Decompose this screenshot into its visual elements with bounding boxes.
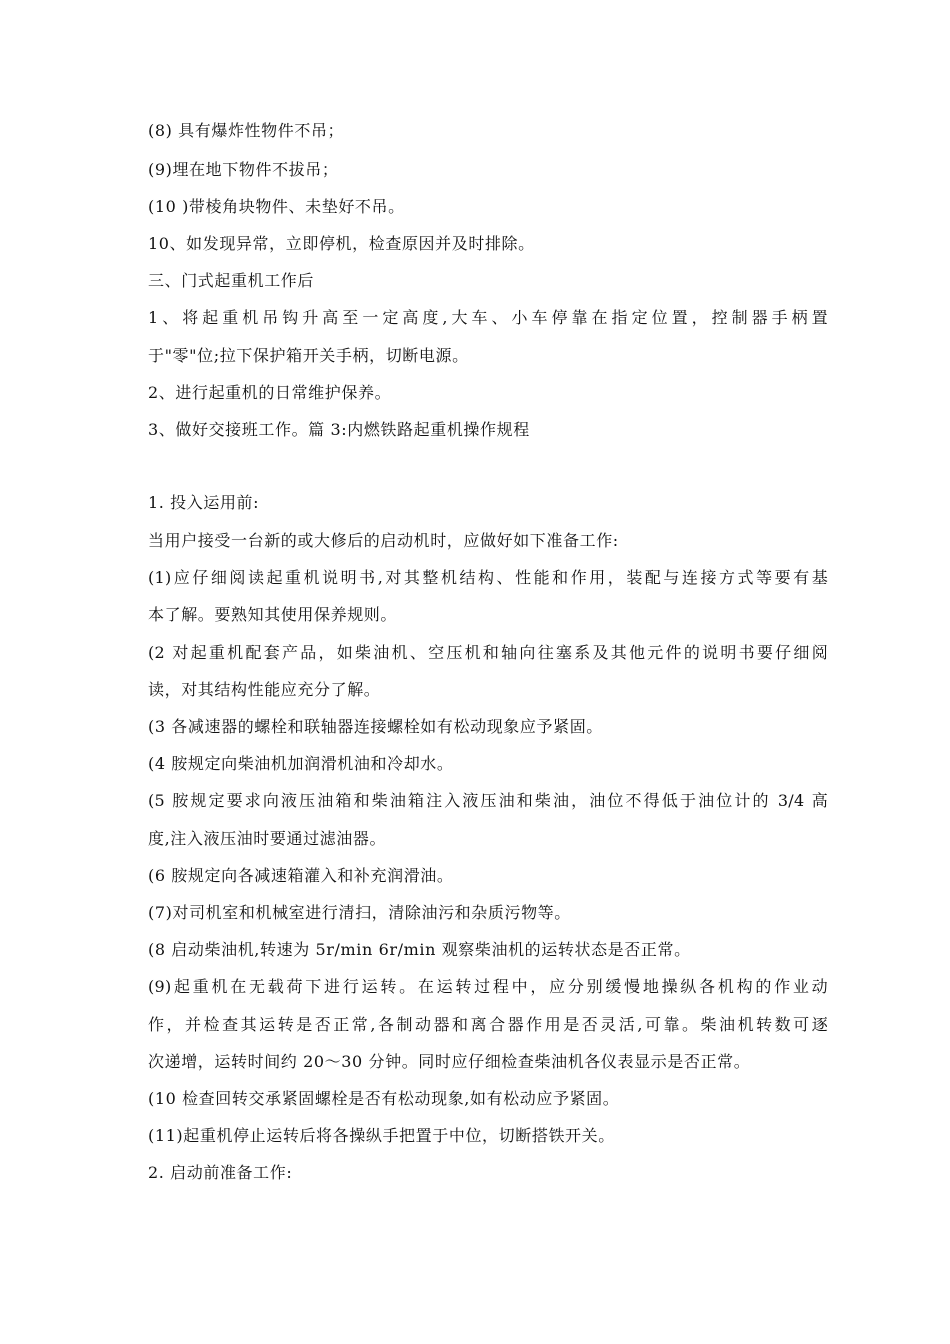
text-line: (7)对司机室和机械室进行清扫，清除油污和杂质污物等。 — [148, 903, 571, 922]
text-line: (9)起重机在无载荷下进行运转。在运转过程中，应分别缓慢地操纵各机构的作业动 — [148, 977, 828, 996]
section-heading: 2. 启动前准备工作: — [148, 1163, 293, 1182]
text-line: (2 对起重机配套产品，如柴油机、空压机和轴向往塞系及其他元件的说明书要仔细阅 — [148, 643, 828, 662]
section-heading: 三、门式起重机工作后 — [148, 271, 315, 290]
text-line: (11)起重机停止运转后将各操纵手把置于中位，切断搭铁开关。 — [148, 1126, 615, 1145]
text-line: 2、进行起重机的日常维护保养。 — [148, 383, 392, 402]
text-line: 于"零"位;拉下保护箱开关手柄，切断电源。 — [148, 346, 469, 365]
text-line: 10、如发现异常，立即停机，检查原因并及时排除。 — [148, 234, 535, 253]
text-line: (6 胺规定向各减速箱灌入和补充润滑油。 — [148, 866, 454, 885]
text-line: (9)埋在地下物件不拔吊； — [148, 160, 339, 179]
text-line: 作，并检查其运转是否正常,各制动器和离合器作用是否灵活,可靠。柴油机转数可逐 — [148, 1015, 828, 1034]
text-line: (8) 具有爆炸性物件不吊； — [148, 121, 345, 140]
text-line: (5 胺规定要求向液压油箱和柴油箱注入液压油和柴油，油位不得低于油位计的 3/4 高 — [148, 791, 828, 810]
text-line: 次递增，运转时间约 20〜30 分钟。同时应仔细检查柴油机各仪表显示是否正常。 — [148, 1052, 751, 1071]
text-line: (10 )带棱角块物件、未垫好不吊。 — [148, 197, 405, 216]
text-line: 本了解。要熟知其使用保养规则。 — [148, 605, 398, 624]
text-line: (1)应仔细阅读起重机说明书,对其整机结构、性能和作用，装配与连接方式等要有基 — [148, 568, 828, 587]
section-heading: 1. 投入运用前: — [148, 493, 260, 512]
text-line: 1、将起重机吊钩升高至一定高度,大车、小车停靠在指定位置，控制器手柄置 — [148, 308, 828, 327]
text-line: 3、做好交接班工作。篇 3:内燃铁路起重机操作规程 — [148, 420, 530, 439]
text-line: 度,注入液压油时要通过滤油器。 — [148, 829, 387, 848]
text-line: (4 胺规定向柴油机加润滑机油和冷却水。 — [148, 754, 454, 773]
text-line: (3 各减速器的螺栓和联轴器连接螺栓如有松动现象应予紧固。 — [148, 717, 603, 736]
text-line: (10 检查回转交承紧固螺栓是否有松动现象,如有松动应予紧固。 — [148, 1089, 620, 1108]
text-line: (8 启动柴油机,转速为 5r/min 6r/min 观察柴油机的运转状态是否正常。 — [148, 940, 691, 959]
text-line: 读，对其结构性能应充分了解。 — [148, 680, 381, 699]
text-line: 当用户接受一台新的或大修后的启动机时，应做好如下准备工作: — [148, 531, 619, 550]
